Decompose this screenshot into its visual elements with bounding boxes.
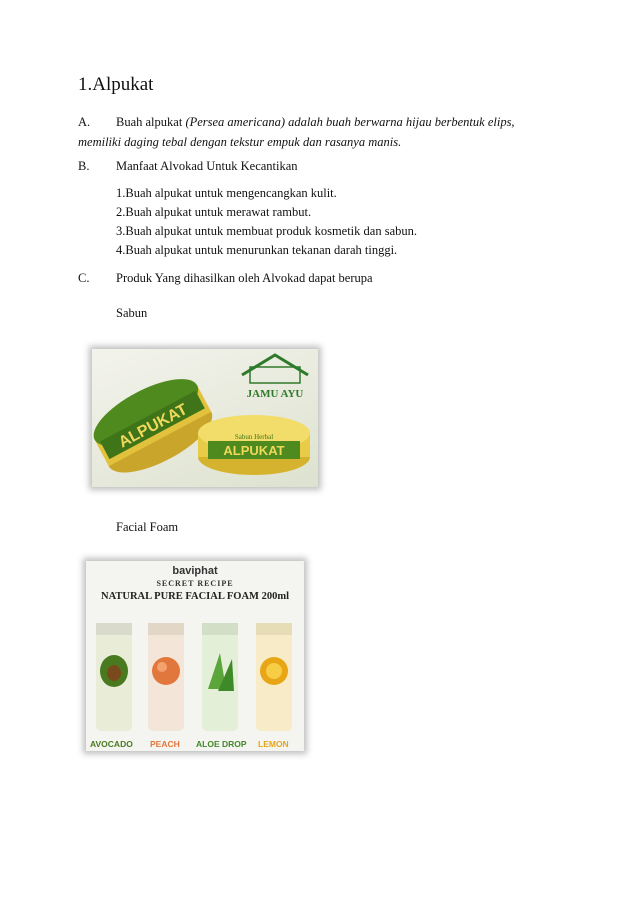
lemon-tube bbox=[256, 623, 292, 731]
section-b-marker: B. bbox=[78, 159, 90, 173]
section-c-heading: Produk Yang dihasilkan oleh Alvokad dapat berupa bbox=[116, 271, 373, 285]
soap-product-image bbox=[92, 349, 318, 487]
jamu-ayu-house-icon bbox=[242, 355, 308, 383]
page-title: 1.Alpukat bbox=[78, 74, 154, 95]
soap-right-label: ALPUKAT bbox=[223, 443, 285, 458]
foam-title: NATURAL PURE FACIAL FOAM 200ml bbox=[100, 591, 290, 602]
jamu-ayu-brand: JAMU AYU bbox=[246, 388, 304, 400]
list-item: 2.Buah alpukat untuk merawat rambut. bbox=[116, 205, 312, 219]
variant-avocado: AVOCADO bbox=[90, 739, 133, 749]
soap-box-left bbox=[92, 366, 222, 486]
variant-aloe-drop: ALOE DROP bbox=[196, 739, 247, 749]
avocado-tube bbox=[96, 623, 132, 731]
section-a-marker: A. bbox=[78, 115, 91, 129]
section-c bbox=[78, 268, 373, 288]
section-c-marker: C. bbox=[78, 271, 90, 285]
section-a-text: Buah alpukat bbox=[116, 115, 186, 129]
soap-box-right bbox=[198, 415, 310, 475]
variant-peach: PEACH bbox=[150, 739, 180, 749]
variant-lemon: LEMON bbox=[258, 739, 289, 749]
benefits-list bbox=[116, 184, 417, 260]
section-a bbox=[78, 112, 558, 152]
foam-subtitle: SECRET RECIPE bbox=[156, 579, 234, 588]
soap-illustration bbox=[92, 349, 318, 487]
section-a-definition: (Persea americana) adalah buah berwarna hijau berbentuk elips, memiliki daging tebal dengan tekstur empuk dan rasanya manis. bbox=[78, 115, 515, 149]
soap-left-label: ALPUKAT bbox=[115, 401, 191, 452]
list-item: 3.Buah alpukat untuk membuat produk kosmetik dan sabun. bbox=[116, 224, 417, 238]
foam-brand: baviphat bbox=[172, 565, 218, 577]
sabun-label: Sabun bbox=[116, 306, 148, 320]
section-b-heading: Manfaat Alvokad Untuk Kecantikan bbox=[116, 159, 298, 173]
list-item: 1.Buah alpukat untuk mengencangkan kulit. bbox=[116, 186, 337, 200]
aloe-tube bbox=[202, 623, 238, 731]
list-item: 4.Buah alpukat untuk menurunkan tekanan darah tinggi. bbox=[116, 243, 398, 257]
facial-foam-product-image bbox=[86, 561, 304, 751]
peach-tube bbox=[148, 623, 184, 731]
soap-small-text: Sabun Herbal bbox=[234, 433, 274, 441]
section-b bbox=[78, 156, 298, 176]
facial-foam-label: Facial Foam bbox=[116, 520, 179, 534]
foam-tubes-illustration bbox=[86, 561, 304, 751]
